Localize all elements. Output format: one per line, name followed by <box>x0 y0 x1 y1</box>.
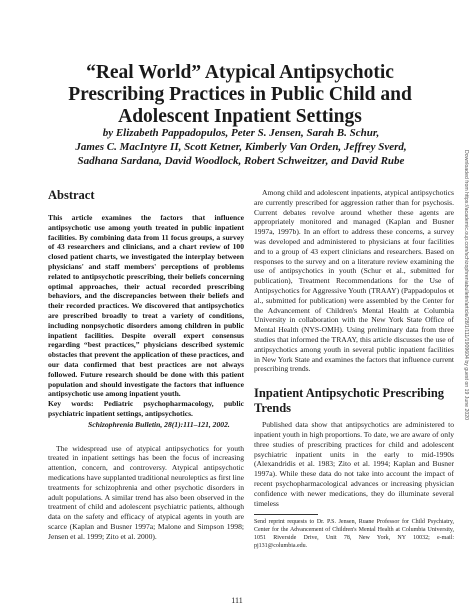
author-list <box>58 126 424 168</box>
author-line: Sadhana Sardana, David Woodlock, Robert Schweitzer, and David Rube <box>77 155 405 167</box>
journal-citation: Schizophrenia Bulletin, 28(1):111–121, 2002. <box>88 419 230 429</box>
abstract-heading: Abstract <box>48 188 95 202</box>
footnote-divider <box>254 514 318 515</box>
left-column <box>48 188 244 542</box>
abstract-text: This article examines the factors that influence antipsychotic use among youth treated in public inpatient facilities. By combining data from 11 focus groups, a survey of 43 researchers and clinicians, and a chart review of 100 closed patient charts, we investigated the interplay between physicians' and staff members' perceptions of problems related to antipsychotic prescribing, their beliefs concerning optimal approaches, their actual recorded prescribing behaviors, and the discrepancies between their beliefs and their recorded practices. We discovered that antipsychotics are prescribed broadly to treat a variety of conditions, including nonpsychotic disorders among children in public inpatient facilities. Despite overall expert consensus regarding “best practices,” physicians described systemic obstacles that prevent the application of these practices, and our data confirmed that best practices are not always followed. Future research should be done with this patient population and should investigate the factors that influence antipsychotic use among inpatient youth. <box>48 213 244 399</box>
article-title <box>40 62 440 128</box>
keywords: Key words: Pediatric psychopharmacology, public psychiatric inpatient settings, antipsychotics. <box>48 399 244 418</box>
section-paragraph: Published data show that antipsychotics are administered to inpatient youth in high proportions. To date, we are aware of only three studies of prescribing practices for child and adolescent psychiatric inpatient units in the early to mid-1990s (Alexandridis et al. 1983; Zito et al. 1994; Kaplan and Busner 1997a). While these data do not take into account the impact of recent psychopharmacological advances or increasing physician confidence with newer medications, they do illuminate several timeless <box>254 420 454 508</box>
page-number: 111 <box>231 596 243 605</box>
title-line: Adolescent Inpatient Settings <box>118 106 362 127</box>
intro-paragraph-continued: Among child and adolescent inpatients, atypical antipsychotics are currently prescribed for aggression rather than for psychosis. Current debates revolve around whether these agents are appropriately monitored and managed (Kaplan and Busner 1997a, 1997b). In an effort to address these concerns, a survey was developed and administered to physicians at four facilities and to a group of 43 expert clinicians and researchers. Based on responses to the survey and on a literature review examining the use of antipsychotics in youth (Schur et al., submitted for publication), Treatment Recommendations for the Use of Antipsychotics for Aggressive Youth (TRAAY) (Pappadopulos et al., submitted for publication) were assembled by the Center for the Advancement of Children's Mental Health at Columbia University in collaboration with the New York State Office of Mental Health (NYS-OMH). Using preliminary data from three studies that informed the TRAAY, this article discusses the use of antipsychotics among youth in several public inpatient facilities in New York State and examines the factors that influence current prescribing trends. <box>254 188 454 374</box>
section-heading: Inpatient Antipsychotic Prescribing Trends <box>254 386 445 416</box>
download-watermark: Downloaded from https://academic.oup.com/schizophreniabulletin/article/28/1/111/1909604 by guest on 19 June 2020 <box>463 150 469 421</box>
author-line: James C. MacIntyre II, Scott Ketner, Kimberly Van Orden, Jeffrey Sverd, <box>75 141 407 153</box>
title-line: “Real World” Atypical Antipsychotic <box>86 62 394 83</box>
right-column <box>254 188 454 550</box>
intro-paragraph: The widespread use of atypical antipsychotics for youth treated in inpatient settings has been the focus of increasing attention, concern, and controversy. Atypical antipsychotic medications have supplanted traditional neuroleptics as first line treatments for schizophrenia and other psychotic disorders in adult populations. A similar trend has also been observed in the treatment of child and adolescent psychiatric patients, although data on the safety and efficacy of atypical agents in youth are scarce (Kaplan and Busner 1997a; Malone and Simpson 1998; Jensen et al. 1999; Zito et al. 2000). <box>48 443 244 541</box>
title-line: Prescribing Practices in Public Child and <box>68 84 412 105</box>
author-line: by Elizabeth Pappadopulos, Peter S. Jensen, Sarah B. Schur, <box>102 127 380 139</box>
footnote: Send reprint requests to Dr. P.S. Jensen, Ruane Professor for Child Psychiatry, Center for the Advancement of Children's Mental Health at Columbia University, 1051 Riverside Drive, Unit 78, New York, NY 10032; e-mail: pj131@columbia.edu. <box>254 519 454 550</box>
